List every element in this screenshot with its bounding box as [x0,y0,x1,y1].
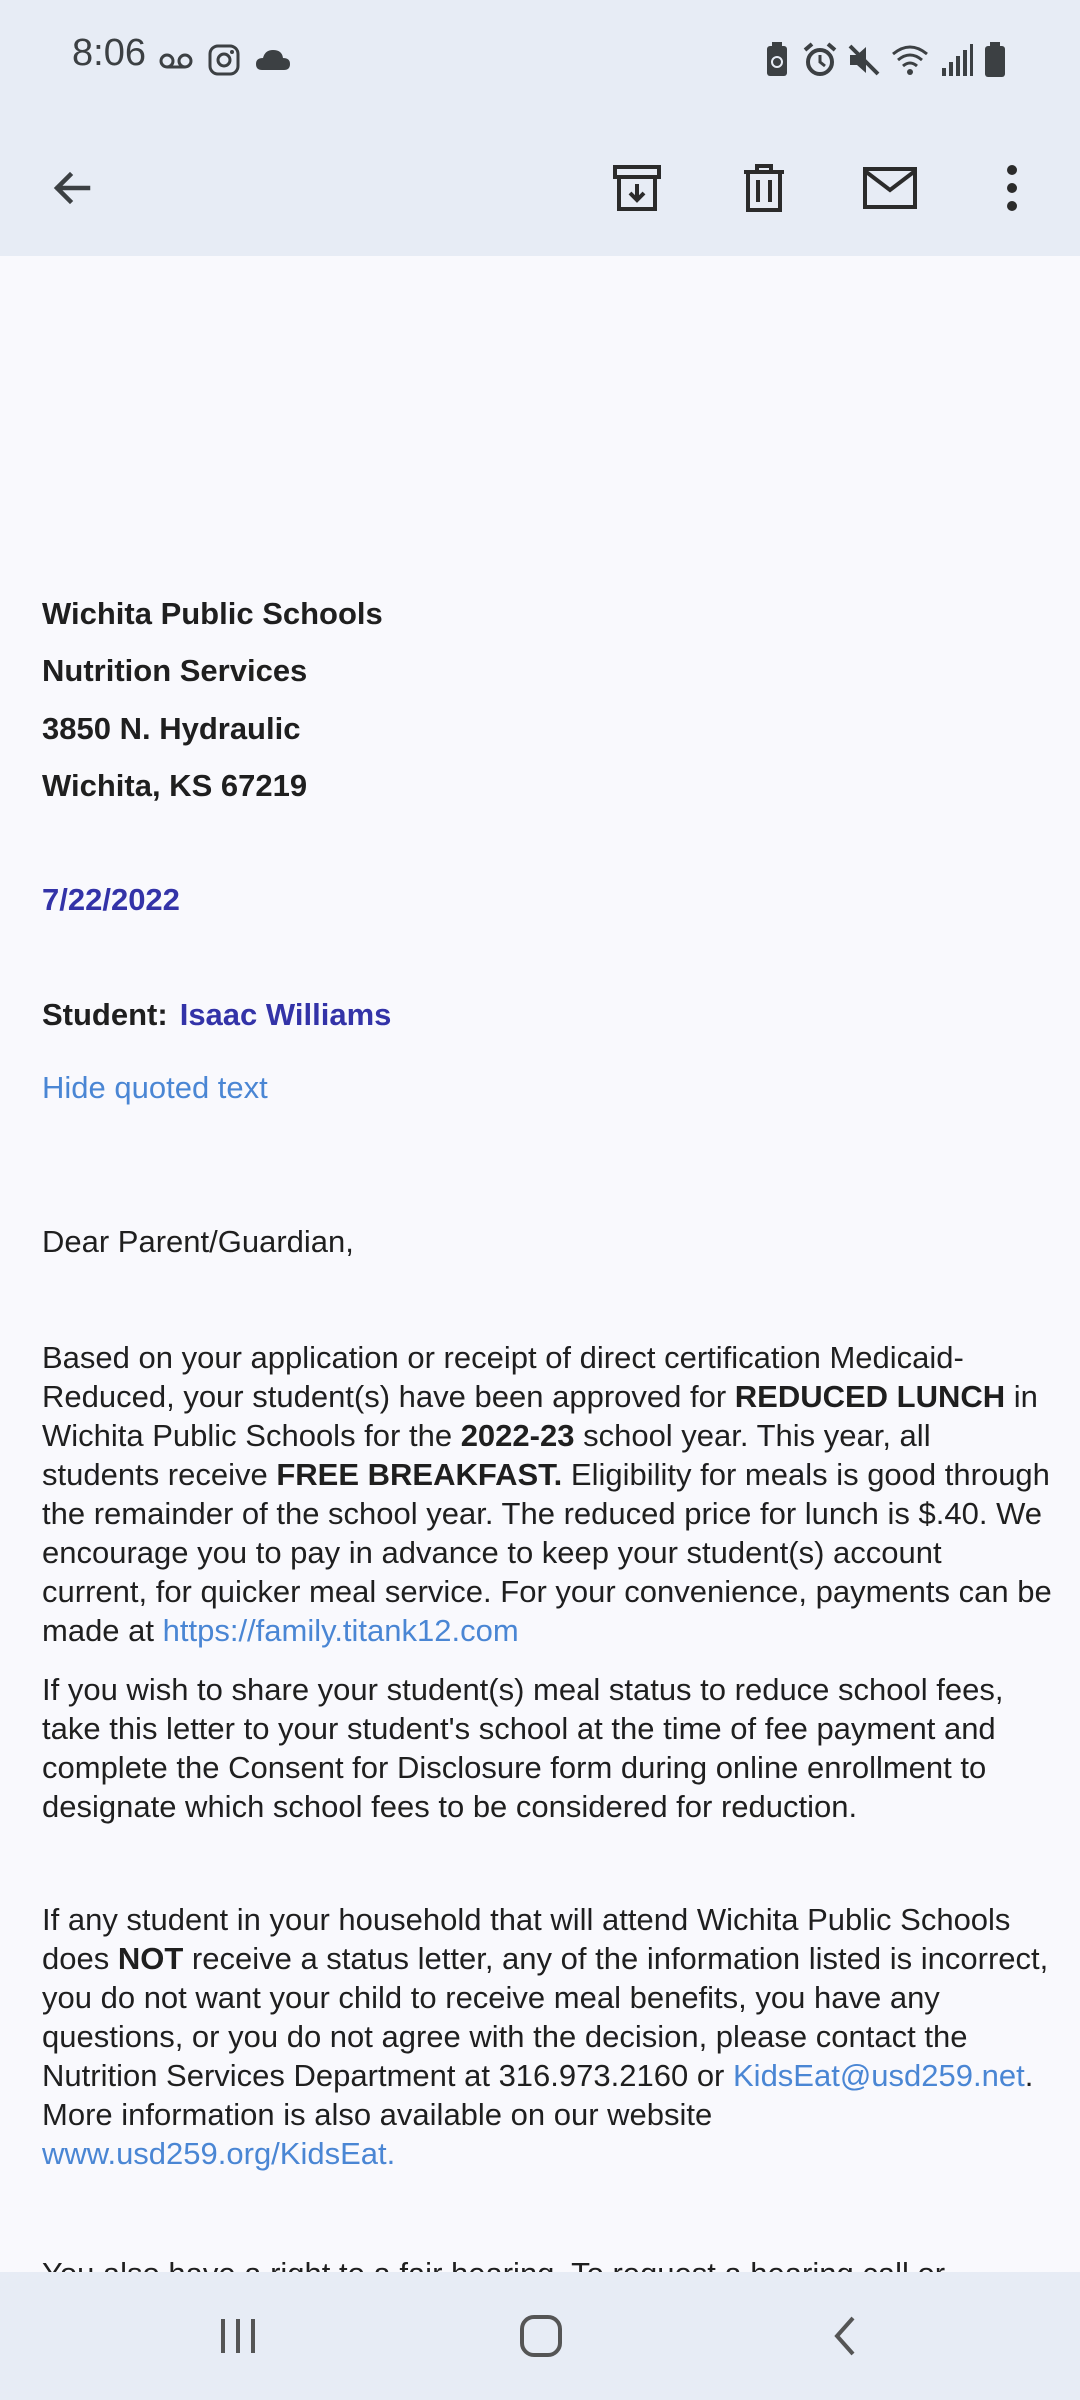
p1-text-c: in Wichita Public Schools for the [42,1379,1038,1453]
instagram-icon [206,40,242,80]
battery-icon [982,40,1008,80]
address-line-3: 3850 N. Hydraulic [42,711,301,746]
app-bar [0,120,1080,256]
student-name: Isaac Williams [179,997,392,1032]
trash-icon [740,162,788,214]
mute-icon [846,40,882,80]
hide-quoted-text-link[interactable]: Hide quoted text [42,1070,268,1105]
recents-button[interactable] [190,2296,286,2376]
p1-text-a: Based on your application or receipt of direct certification Medicaid-Reduced, your student(s) have been approved for [42,1340,964,1414]
payment-link[interactable]: https://family.titank12.com [162,1613,519,1648]
p3-text-c: receive a status letter, any of the information listed is incorrect, you do not want your child to receive meal benefits, you have any questions, or you do not agree with the decision, please contact the Nutrition Services Department at 316.973.2160 or [42,1941,1049,2093]
free-breakfast-text: FREE BREAKFAST. [276,1457,563,1492]
cloud-icon [254,40,292,80]
status-time: 8:06 [72,32,146,74]
student-line [42,997,391,1033]
archive-icon [611,162,663,214]
delete-button[interactable] [716,140,812,236]
p1-text-d: school year. This year, all students receive [42,1418,931,1492]
arrow-back-icon [48,164,96,212]
greeting: Dear Parent/Guardian, [42,1224,354,1259]
letter-date: 7/22/2022 [42,882,180,917]
email-link[interactable]: KidsEat@usd259.net [733,2058,1025,2093]
p1-text-e: Eligibility for meals is good through the remainder of the school year. The reduced price for lunch is $.40. We encourage you to pay in advance to keep your student(s) account current, for quicker meal service. For your convenience, payments can be made at [42,1457,1052,1648]
recents-icon [218,2316,258,2356]
p3-text-a: If any student in your household that will attend Wichita Public Schools does [42,1902,1011,1976]
mark-unread-button[interactable] [842,140,938,236]
voicemail-icon [158,40,194,80]
wifi-icon [890,40,930,80]
alarm-icon [802,40,838,80]
reduced-lunch-text: REDUCED LUNCH [734,1379,1006,1414]
paragraph-fees: If you wish to share your student(s) meal status to reduce school fees, take this letter to your student's school at the time of fee payment and complete the Consent for Disclosure form during online enrollment to designate which school fees to be considered for reduction. [42,1672,1004,1824]
archive-button[interactable] [589,140,685,236]
p3-text-d: . More information is also available on our website [42,2058,1034,2132]
student-label: Student: [42,997,168,1032]
home-button[interactable] [493,2296,589,2376]
nav-back-button[interactable] [796,2296,892,2376]
school-year-text: 2022-23 [460,1418,575,1453]
website-link[interactable]: www.usd259.org/KidsEat. [42,2136,396,2171]
battery-saver-icon [762,40,792,80]
back-button[interactable] [24,140,120,236]
paragraph-contact [42,1900,1052,2173]
email-body [0,256,1080,2272]
signal-icon [940,40,974,80]
navigation-bar [0,2272,1080,2400]
address-line-2: Nutrition Services [42,653,308,688]
status-bar [0,0,1080,120]
mail-icon [862,166,918,210]
home-icon [519,2314,563,2358]
chevron-left-icon [829,2314,859,2358]
more-vert-icon [1004,164,1020,212]
address-line-1: Wichita Public Schools [42,596,383,631]
top-bar [0,0,1080,256]
address-line-4: Wichita, KS 67219 [42,768,308,803]
more-options-button[interactable] [964,140,1060,236]
not-text: NOT [117,1941,184,1976]
paragraph-approval [42,1338,1052,1650]
